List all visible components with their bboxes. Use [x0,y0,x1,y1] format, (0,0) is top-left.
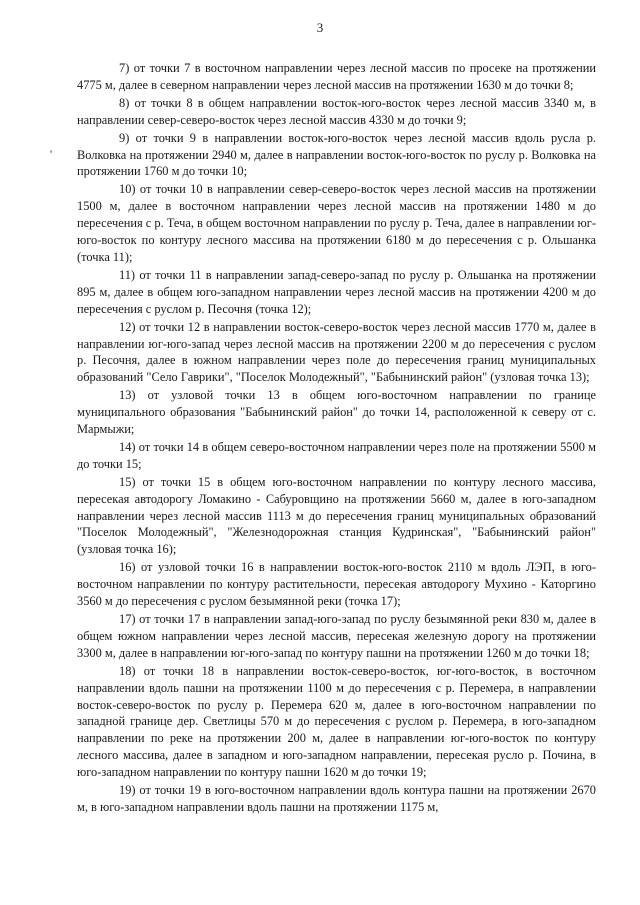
boundary-point-8: 8) от точки 8 в общем направлении восток-юго-восток через лесной массив 3340 м, в направлении север-северо-восток через лесной массив 4330 м до точки 9; [77,95,596,127]
margin-mark: ' [50,147,53,161]
page-number: 3 [316,20,324,35]
boundary-point-9: 9) от точки 9 в направлении восток-юго-восток через лесной массив вдоль русла р. Волковка на протяжении 2940 м, далее в направлении восток-юго-восток по руслу р. Волковка на протяжении 1760 м до точки 10; [77,130,596,179]
boundary-point-16: 16) от узловой точки 16 в направлении восток-юго-восток 2110 м вдоль ЛЭП, в юго-восточном направлении по контуру растительности, пересекая автодорогу Мухино - Каторгино 3560 м до пересечения с руслом безымянной реки (точка 17); [77,560,596,609]
boundary-point-19: 19) от точки 19 в юго-восточном направлении вдоль контура пашни на протяжении 2670 м, в юго-западном направлении вдоль пашни на протяжении 1175 м, [77,783,596,814]
boundary-point-13: 13) от узловой точки 13 в общем юго-восточном направлении по границе муниципального образования "Бабынинский район" до точки 14, расположенной к северу от с. Мармыжи; [77,388,596,437]
boundary-point-7: 7) от точки 7 в восточном направлении через лесной массив по просеке на протяжении 4775 м, далее в северном направлении через лесной массив на протяжении 1630 м до точки 8; [77,61,596,92]
boundary-point-14: 14) от точки 14 в общем северо-восточном направлении через поле на протяжении 5500 м до точки 15; [77,439,596,471]
boundary-point-10: 10) от точки 10 в направлении север-северо-восток через лесной массив на протяжении 1500 м, далее в восточном направлении через лесной массив на протяжении 1480 м до пересечения с р. Теча, в общем восточном направлении по руслу р. Теча, далее в направлении юг-юго-восток по контуру лесного массива на протяжении 6180 м до пересечения с р. Ольшанка (точка 11); [77,182,596,264]
boundary-point-17: 17) от точки 17 в направлении запад-юго-запад по руслу безымянной реки 830 м, далее в общем южном направлении через лесной массив, пересекая железную дорогу на протяжении 3300 м, далее в направлении юг-юго-запад по контуру пашни на протяжении 1260 м до точки 18; [77,612,596,660]
boundary-point-15: 15) от точки 15 в общем юго-восточном направлении по контуру лесного массива, пересекая автодорогу Ломакино - Сабуровщино на протяжении 5660 м, далее в юго-западном направлении через лесной массив 1113 м до пересечения границ муниципальных образований "Поселок Молодежный", "Железнодорожная станция Кудринская", "Бабынинский район" (узловая точка 16); [77,474,596,557]
boundary-point-12: 12) от точки 12 в направлении восток-северо-восток через лесной массив 1770 м, далее в направлении юг-юго-запад через лесной массив на протяжении 2200 м до пересечения с руслом р. Песочня, далее в южном направлении через поле до пересечения границ муниципальных образований "Село Гаврики", "Поселок Молодежный", "Бабынинский район" (узловая точка 13); [77,319,596,385]
document-body [77,60,596,817]
boundary-point-18: 18) от точки 18 в направлении восток-северо-восток, юг-юго-восток, в восточном направлении вдоль пашни на протяжении 1100 м до пересечения с р. Перемера, в направлении восток-северо-восток по руслу р. Перемера 620 м, далее в юго-восточном направлении по западной границе дер. Светлицы 570 м до пересечения с руслом р. Перемера, в юго-западном направлении по реке на протяжении 200 м, далее в направлении юг-юго-восток по контуру лесного массива, далее в западном и юго-западном направлении, пересекая русло р. Почина, в юго-западном направлении по контуру пашни 1620 м до точки 19; [77,663,596,780]
boundary-point-11: 11) от точки 11 в направлении запад-северо-запад по руслу р. Ольшанка на протяжении 895 м, далее в общем юго-западном направлении через лесной массив на протяжении 4200 м до пересечения с руслом р. Песочня (точка 12); [77,267,596,316]
